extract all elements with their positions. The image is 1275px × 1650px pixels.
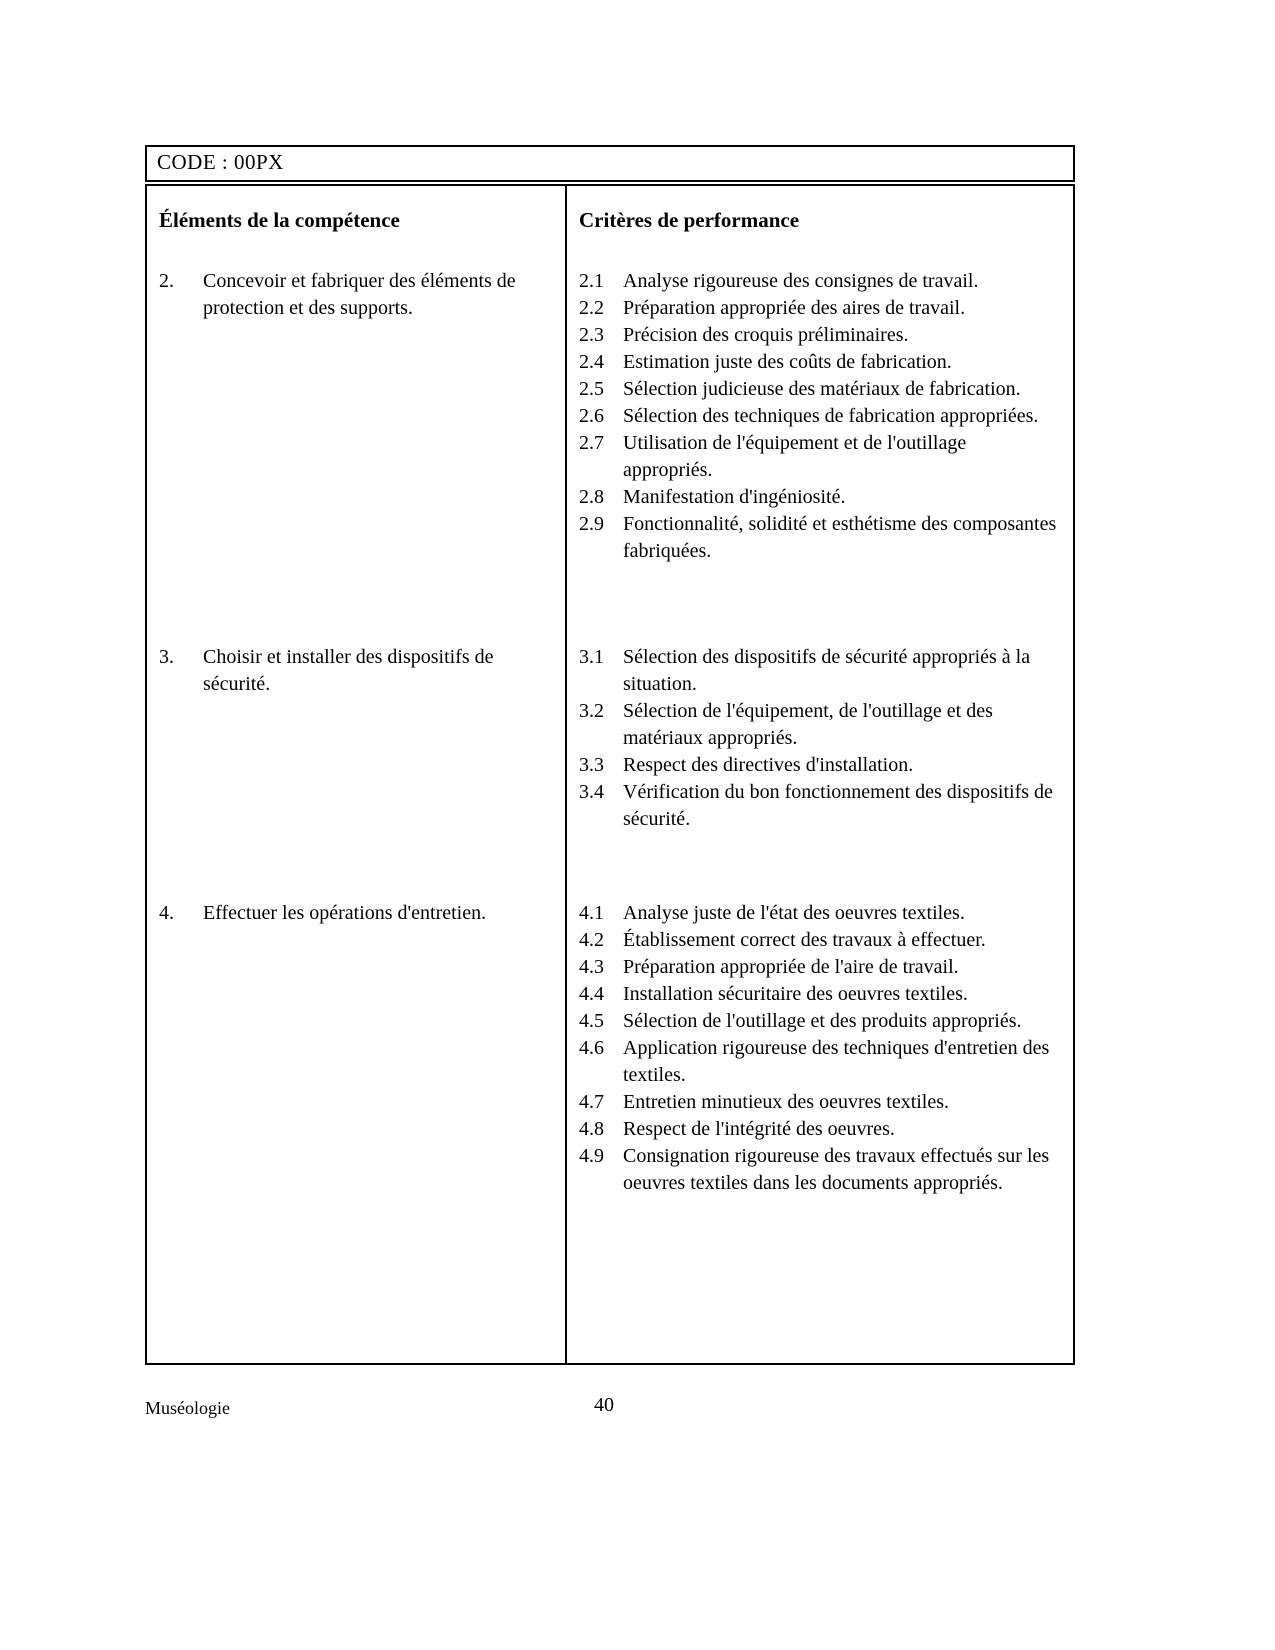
criterion-number: 4.6 xyxy=(579,1037,604,1059)
criterion-text: Sélection des techniques de fabrication appropriées. xyxy=(623,405,1039,427)
criterion-item xyxy=(579,927,1057,954)
criterion-number: 2.9 xyxy=(579,513,604,535)
criterion-text: Établissement correct des travaux à effectuer. xyxy=(623,929,986,951)
criterion-item xyxy=(579,430,1057,484)
column-header-criteria: Critères de performance xyxy=(579,208,800,232)
criterion-text: Entretien minutieux des oeuvres textiles. xyxy=(623,1091,950,1113)
criterion-text: Installation sécuritaire des oeuvres textiles. xyxy=(623,983,968,1005)
element-number: 2. xyxy=(159,270,174,292)
criterion-text: Analyse rigoureuse des consignes de travail. xyxy=(623,270,979,292)
criterion-text: Estimation juste des coûts de fabrication. xyxy=(623,351,952,373)
element-text: Effectuer les opérations d'entretien. xyxy=(203,902,487,924)
criteria-list xyxy=(579,644,1057,833)
footer-document-title: Muséologie xyxy=(145,1398,230,1418)
criterion-item xyxy=(579,1116,1057,1143)
criterion-item xyxy=(579,1035,1057,1089)
criterion-text: Respect de l'intégrité des oeuvres. xyxy=(623,1118,895,1140)
criterion-item xyxy=(579,752,1057,779)
competency-table xyxy=(145,184,1075,1365)
criterion-item xyxy=(579,349,1057,376)
criterion-text: Analyse juste de l'état des oeuvres textiles. xyxy=(623,902,965,924)
criteria-cell xyxy=(565,900,1073,1197)
element-number: 3. xyxy=(159,646,174,668)
criterion-text: Vérification du bon fonctionnement des dispositifs de sécurité. xyxy=(623,781,1053,830)
criterion-text: Préparation appropriée des aires de travail. xyxy=(623,297,966,319)
criterion-item xyxy=(579,403,1057,430)
criterion-text: Respect des directives d'installation. xyxy=(623,754,914,776)
criterion-number: 2.8 xyxy=(579,486,604,508)
header-cell-criteria xyxy=(565,208,1073,233)
element-text: Concevoir et fabriquer des éléments de protection et des supports. xyxy=(203,270,516,319)
criterion-item xyxy=(579,322,1057,349)
criterion-item xyxy=(579,698,1057,752)
criterion-text: Sélection de l'équipement, de l'outillage et des matériaux appropriés. xyxy=(623,700,993,749)
criterion-item xyxy=(579,484,1057,511)
element-text: Choisir et installer des dispositifs de sécurité. xyxy=(203,646,494,695)
criterion-item xyxy=(579,779,1057,833)
criterion-item xyxy=(579,511,1057,565)
table-row xyxy=(147,268,1073,565)
criterion-text: Sélection de l'outillage et des produits appropriés. xyxy=(623,1010,1022,1032)
criterion-text: Fonctionnalité, solidité et esthétisme des composantes fabriquées. xyxy=(623,513,1057,562)
criteria-cell xyxy=(565,644,1073,833)
column-header-elements: Éléments de la compétence xyxy=(159,208,400,232)
code-header-box xyxy=(145,145,1075,182)
criterion-text: Utilisation de l'équipement et de l'outillage appropriés. xyxy=(623,432,967,481)
criterion-number: 2.3 xyxy=(579,324,604,346)
element-cell xyxy=(147,900,565,1197)
criteria-list xyxy=(579,268,1057,565)
footer-page-number: 40 xyxy=(594,1394,614,1416)
criterion-number: 2.7 xyxy=(579,432,604,454)
criterion-number: 4.3 xyxy=(579,956,604,978)
criterion-number: 2.5 xyxy=(579,378,604,400)
criterion-number: 3.2 xyxy=(579,700,604,722)
criterion-text: Application rigoureuse des techniques d'entretien des textiles. xyxy=(623,1037,1050,1086)
element-cell xyxy=(147,268,565,565)
criterion-item xyxy=(579,1143,1057,1197)
criterion-item xyxy=(579,900,1057,927)
table-header-row xyxy=(147,208,1073,233)
criterion-item xyxy=(579,1008,1057,1035)
element-item xyxy=(159,644,549,698)
criterion-text: Préparation appropriée de l'aire de travail. xyxy=(623,956,959,978)
criterion-number: 4.8 xyxy=(579,1118,604,1140)
code-label: CODE : 00PX xyxy=(157,150,284,174)
element-number: 4. xyxy=(159,902,174,924)
criterion-number: 2.2 xyxy=(579,297,604,319)
criterion-text: Sélection judicieuse des matériaux de fabrication. xyxy=(623,378,1021,400)
element-cell xyxy=(147,644,565,833)
criterion-number: 2.1 xyxy=(579,270,604,292)
criterion-item xyxy=(579,954,1057,981)
criterion-number: 4.9 xyxy=(579,1145,604,1167)
criterion-number: 4.2 xyxy=(579,929,604,951)
criterion-number: 3.3 xyxy=(579,754,604,776)
criterion-number: 4.5 xyxy=(579,1010,604,1032)
criterion-item xyxy=(579,644,1057,698)
criteria-cell xyxy=(565,268,1073,565)
criterion-text: Précision des croquis préliminaires. xyxy=(623,324,909,346)
criterion-item xyxy=(579,295,1057,322)
criterion-number: 4.1 xyxy=(579,902,604,924)
criterion-item xyxy=(579,1089,1057,1116)
criterion-number: 4.4 xyxy=(579,983,604,1005)
criterion-text: Sélection des dispositifs de sécurité appropriés à la situation. xyxy=(623,646,1031,695)
criterion-item xyxy=(579,981,1057,1008)
criterion-number: 2.4 xyxy=(579,351,604,373)
criteria-list xyxy=(579,900,1057,1197)
element-item xyxy=(159,900,549,927)
criterion-number: 4.7 xyxy=(579,1091,604,1113)
table-row xyxy=(147,900,1073,1197)
criterion-item xyxy=(579,376,1057,403)
criterion-number: 3.4 xyxy=(579,781,604,803)
criterion-text: Consignation rigoureuse des travaux effectués sur les oeuvres textiles dans les documents appropriés. xyxy=(623,1145,1050,1194)
header-cell-elements xyxy=(147,208,565,233)
element-item xyxy=(159,268,549,322)
criterion-number: 2.6 xyxy=(579,405,604,427)
criterion-item xyxy=(579,268,1057,295)
table-row xyxy=(147,644,1073,833)
criterion-text: Manifestation d'ingéniosité. xyxy=(623,486,846,508)
criterion-number: 3.1 xyxy=(579,646,604,668)
